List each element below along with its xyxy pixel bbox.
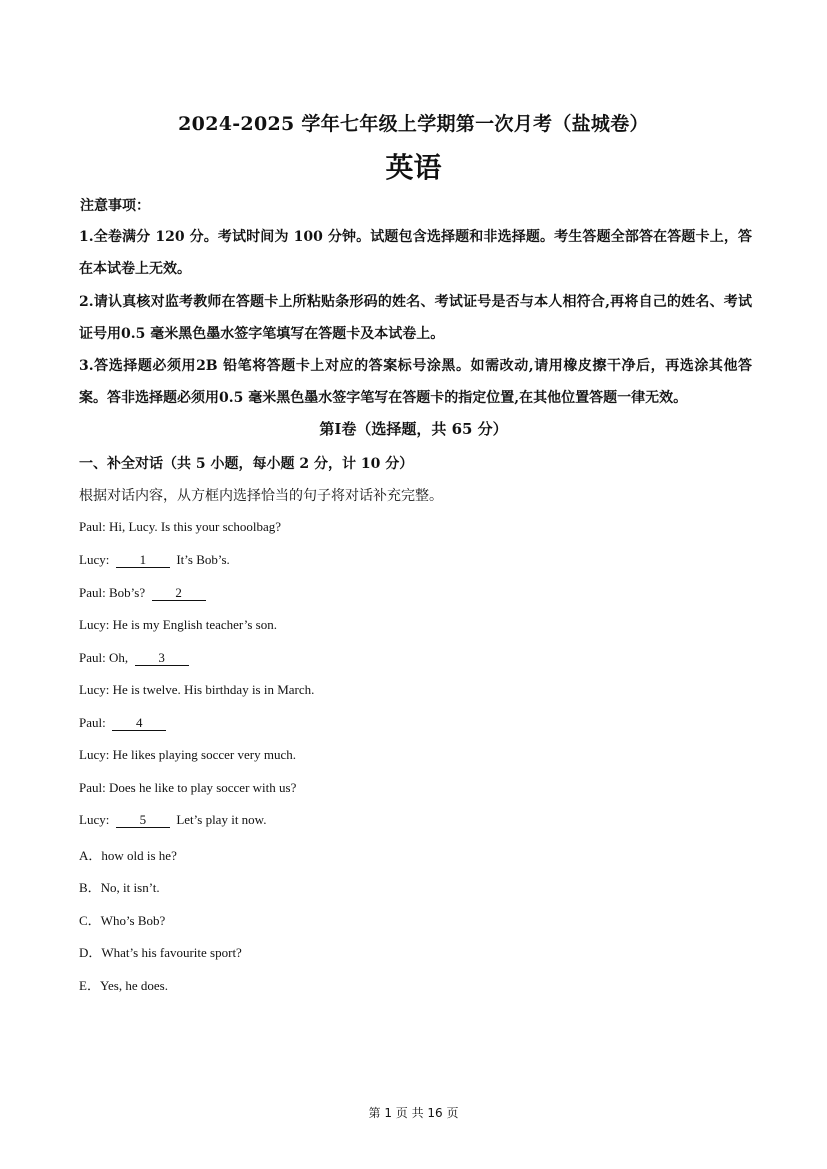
line-text: It’s Bob’s. <box>169 552 230 567</box>
line-text: Oh, <box>105 650 135 665</box>
dialogue-line <box>79 650 189 666</box>
exam-title: 2024-2025 学年七年级上学期第一次月考（盐城卷） <box>178 113 649 135</box>
line-text: He is twelve. His birthday is in March. <box>109 682 315 697</box>
answer-blank-3[interactable]: 3 <box>135 651 189 666</box>
speaker: Lucy: <box>79 552 110 567</box>
speaker: Lucy: <box>79 747 110 762</box>
answer-blank-5[interactable]: 5 <box>116 813 170 828</box>
option-c: C．Who’s Bob? <box>79 913 166 928</box>
speaker: Paul: <box>79 585 106 600</box>
dialogue-line <box>79 812 266 828</box>
speaker: Lucy: <box>79 812 110 827</box>
speaker: Paul: <box>79 715 106 730</box>
answer-blank-1[interactable]: 1 <box>116 553 170 568</box>
answer-blank-4[interactable]: 4 <box>112 716 166 731</box>
dialogue-line <box>79 552 230 568</box>
speaker: Paul: <box>79 780 106 795</box>
part-title: 一、补全对话（共 5 小题，每小题 2 分，计 10 分） <box>79 456 414 472</box>
dialogue-line <box>79 617 277 633</box>
line-text: He likes playing soccer very much. <box>109 747 296 762</box>
line-text: Does he like to play soccer with us? <box>105 780 297 795</box>
page-number: 第 1 页 共 16 页 <box>368 1106 459 1120</box>
option-e: E．Yes, he does. <box>79 978 168 993</box>
notice-item-1: 1.全卷满分 120 分。考试时间为 100 分钟。试题包含选择题和非选择题。考生答题全部答在答题卡上，答在本试卷上无效。 <box>79 229 752 277</box>
line-text: Let’s play it now. <box>169 812 267 827</box>
dialogue-line <box>79 780 296 796</box>
dialogue-line <box>79 682 314 698</box>
dialogue-line <box>79 715 166 731</box>
notice-item-2: 2.请认真核对监考教师在答题卡上所粘贴条形码的姓名、考试证号是否与本人相符合,再将自己的姓名、考试证号用0.5 毫米黑色墨水签字笔填写在答题卡及本试卷上。 <box>79 294 752 342</box>
notice-item-3: 3.答选择题必须用2B 铅笔将答题卡上对应的答案标号涂黑。如需改动,请用橡皮擦干净后，再选涂其他答案。答非选择题必须用0.5 毫米黑色墨水签字笔写在答题卡的指定位置,在其他位置答题一律无效。 <box>79 358 752 406</box>
speaker: Paul: <box>79 650 106 665</box>
answer-blank-2[interactable]: 2 <box>152 586 206 601</box>
dialogue-line <box>79 519 281 535</box>
section-title: 第Ⅰ卷（选择题，共 65 分） <box>319 420 508 438</box>
notice-heading: 注意事项： <box>80 198 150 214</box>
dialogue-line <box>79 747 296 763</box>
speaker: Lucy: <box>79 617 110 632</box>
subject-title: 英语 <box>385 151 442 184</box>
speaker: Lucy: <box>79 682 110 697</box>
part-instruction: 根据对话内容，从方框内选择恰当的句子将对话补充完整。 <box>79 488 443 504</box>
option-a: A．how old is he? <box>79 848 177 863</box>
speaker: Paul: <box>79 519 106 534</box>
line-text: Bob’s? <box>105 585 152 600</box>
option-d: D．What’s his favourite sport? <box>79 945 242 960</box>
option-b: B．No, it isn’t. <box>79 880 160 895</box>
dialogue-line <box>79 585 206 601</box>
line-text: Hi, Lucy. Is this your schoolbag? <box>105 519 282 534</box>
line-text: He is my English teacher’s son. <box>109 617 277 632</box>
